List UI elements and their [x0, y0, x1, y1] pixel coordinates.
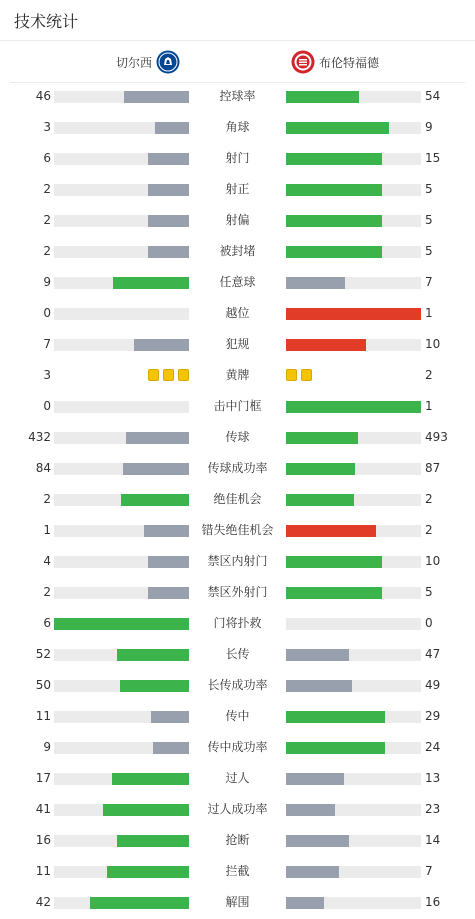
away-stat-value: 14 — [425, 833, 441, 847]
away-stat-bar-fill — [286, 153, 382, 165]
stat-row — [0, 639, 475, 670]
home-stat-bar — [54, 308, 189, 320]
away-stat-bar — [286, 835, 421, 847]
away-stat-bar — [286, 742, 421, 754]
away-stat-bar-fill — [286, 277, 345, 289]
stat-label: 抢断 — [225, 833, 250, 847]
home-stat-bar — [54, 184, 189, 196]
home-stat-bar — [54, 618, 189, 630]
stat-label: 错失绝佳机会 — [201, 523, 274, 537]
home-stat-bar-fill — [144, 525, 189, 537]
away-stat-bar-fill — [286, 308, 421, 320]
away-team[interactable] — [291, 49, 379, 75]
home-stat-bar-fill — [148, 556, 189, 568]
home-stat-value: 6 — [43, 616, 51, 630]
away-stat-bar-fill — [286, 184, 382, 196]
stat-row — [0, 174, 475, 205]
stat-row — [0, 236, 475, 267]
home-stat-bar-fill — [151, 711, 189, 723]
away-stat-bar — [286, 153, 421, 165]
home-yellow-cards — [144, 369, 189, 382]
stat-row — [0, 825, 475, 856]
home-stat-bar — [54, 649, 189, 661]
stat-row — [0, 360, 475, 391]
away-stat-bar-fill — [286, 897, 324, 909]
away-stat-bar — [286, 215, 421, 227]
yellow-card-icon — [301, 369, 312, 381]
stat-row — [0, 484, 475, 515]
home-stat-bar-fill — [112, 773, 189, 785]
away-stat-bar — [286, 525, 421, 537]
home-stat-value: 2 — [43, 244, 51, 258]
home-stat-bar-fill — [134, 339, 189, 351]
stat-label: 黄牌 — [225, 368, 250, 382]
home-stat-bar — [54, 680, 189, 692]
away-stat-bar-fill — [286, 587, 382, 599]
stat-row — [0, 515, 475, 546]
home-stat-value: 2 — [43, 182, 51, 196]
home-stat-bar-fill — [148, 215, 189, 227]
away-stat-bar — [286, 339, 421, 351]
stat-label: 解围 — [225, 895, 250, 909]
away-stat-bar-fill — [286, 556, 382, 568]
home-stat-bar — [54, 556, 189, 568]
home-stat-bar — [54, 401, 189, 413]
away-stat-value: 1 — [425, 399, 433, 413]
home-stat-value: 2 — [43, 213, 51, 227]
stat-row — [0, 887, 475, 918]
away-stat-value: 87 — [425, 461, 441, 475]
away-stat-value: 23 — [425, 802, 441, 816]
stat-label: 传中成功率 — [207, 740, 268, 754]
stat-row — [0, 81, 475, 112]
home-stat-value: 46 — [35, 89, 51, 103]
away-stat-value: 9 — [425, 120, 433, 134]
home-stat-bar — [54, 339, 189, 351]
away-stat-value: 49 — [425, 678, 441, 692]
away-stat-value: 5 — [425, 585, 433, 599]
away-yellow-cards — [286, 369, 316, 382]
away-stat-bar — [286, 587, 421, 599]
away-team-name: 布伦特福德 — [319, 55, 380, 70]
away-stat-value: 47 — [425, 647, 441, 661]
home-stat-bar-fill — [121, 494, 189, 506]
away-stat-bar — [286, 91, 421, 103]
home-stat-value: 3 — [43, 368, 51, 382]
away-stat-bar-fill — [286, 122, 389, 134]
home-stat-bar — [54, 835, 189, 847]
stat-row — [0, 422, 475, 453]
home-stat-bar — [54, 277, 189, 289]
away-stat-bar-fill — [286, 401, 421, 413]
home-stat-bar-fill — [54, 618, 189, 630]
away-stat-value: 15 — [425, 151, 441, 165]
stat-label: 击中门框 — [213, 399, 262, 413]
stat-label: 绝佳机会 — [213, 492, 262, 506]
home-stat-bar-fill — [148, 246, 189, 258]
away-stat-bar-fill — [286, 525, 376, 537]
stat-label: 传球成功率 — [207, 461, 268, 475]
stat-row — [0, 205, 475, 236]
home-stat-bar — [54, 153, 189, 165]
stat-row — [0, 794, 475, 825]
stat-row — [0, 453, 475, 484]
stats-list — [0, 81, 475, 918]
stat-label: 越位 — [225, 306, 250, 320]
away-stat-bar-fill — [286, 742, 385, 754]
stat-row — [0, 546, 475, 577]
stat-label: 犯规 — [225, 337, 250, 351]
stat-row — [0, 329, 475, 360]
stat-label: 过人 — [225, 771, 250, 785]
away-stat-value: 493 — [425, 430, 448, 444]
away-stat-value: 5 — [425, 182, 433, 196]
stat-label: 禁区外射门 — [207, 585, 268, 599]
away-stat-bar — [286, 432, 421, 444]
away-stat-bar-fill — [286, 432, 358, 444]
home-stat-value: 41 — [35, 802, 51, 816]
home-stat-bar — [54, 494, 189, 506]
away-stat-bar — [286, 463, 421, 475]
away-stat-bar — [286, 184, 421, 196]
away-stat-value: 10 — [425, 554, 441, 568]
away-stat-bar-fill — [286, 494, 354, 506]
away-stat-bar-fill — [286, 215, 382, 227]
away-stat-bar-fill — [286, 711, 385, 723]
home-stat-bar-fill — [148, 153, 189, 165]
away-stat-value: 7 — [425, 275, 433, 289]
stat-label: 长传 — [225, 647, 250, 661]
away-stat-bar — [286, 494, 421, 506]
away-stat-value: 5 — [425, 213, 433, 227]
home-stat-value: 84 — [35, 461, 51, 475]
stat-row — [0, 732, 475, 763]
stat-row — [0, 143, 475, 174]
home-stat-value: 2 — [43, 492, 51, 506]
stat-row — [0, 267, 475, 298]
away-stat-value: 16 — [425, 895, 441, 909]
home-stat-bar-fill — [124, 91, 189, 103]
stat-label: 过人成功率 — [207, 802, 268, 816]
away-stat-bar-fill — [286, 91, 359, 103]
away-stat-bar-fill — [286, 866, 339, 878]
home-stat-bar — [54, 215, 189, 227]
away-stat-value: 13 — [425, 771, 441, 785]
home-stat-value: 17 — [35, 771, 51, 785]
away-stat-bar — [286, 122, 421, 134]
home-stat-value: 3 — [43, 120, 51, 134]
home-stat-bar — [54, 804, 189, 816]
home-stat-bar-fill — [103, 804, 189, 816]
stat-row — [0, 763, 475, 794]
away-stat-value: 0 — [425, 616, 433, 630]
home-stat-value: 432 — [28, 430, 51, 444]
away-stat-value: 29 — [425, 709, 441, 723]
away-stat-bar — [286, 401, 421, 413]
away-stat-bar-fill — [286, 246, 382, 258]
away-stat-bar — [286, 556, 421, 568]
home-stat-value: 9 — [43, 275, 51, 289]
away-stat-bar-fill — [286, 804, 335, 816]
home-stat-bar — [54, 246, 189, 258]
away-stat-bar — [286, 618, 421, 630]
home-stat-bar — [54, 742, 189, 754]
stat-row — [0, 298, 475, 329]
away-stat-value: 2 — [425, 368, 433, 382]
home-stat-bar-fill — [153, 742, 189, 754]
home-stat-bar-fill — [126, 432, 189, 444]
away-stat-value: 24 — [425, 740, 441, 754]
home-stat-bar-fill — [155, 122, 189, 134]
away-stat-bar — [286, 246, 421, 258]
yellow-card-icon — [178, 369, 189, 381]
yellow-card-icon — [163, 369, 174, 381]
home-stat-bar-fill — [148, 184, 189, 196]
stat-label: 拦截 — [225, 864, 250, 878]
home-stat-bar — [54, 773, 189, 785]
away-stat-bar — [286, 866, 421, 878]
away-stat-value: 1 — [425, 306, 433, 320]
home-stat-bar — [54, 897, 189, 909]
away-stat-bar-fill — [286, 463, 355, 475]
away-stat-bar — [286, 804, 421, 816]
away-stat-value: 54 — [425, 89, 441, 103]
stat-row — [0, 701, 475, 732]
away-stat-bar — [286, 277, 421, 289]
home-stat-bar-fill — [113, 277, 189, 289]
home-stat-value: 11 — [35, 709, 51, 723]
stat-label: 射偏 — [225, 213, 250, 227]
brentford-crest-icon — [291, 50, 315, 74]
stat-row — [0, 608, 475, 639]
home-stat-bar-fill — [107, 866, 189, 878]
away-stat-bar — [286, 308, 421, 320]
away-stat-bar — [286, 649, 421, 661]
home-stat-bar-fill — [120, 680, 189, 692]
stat-label: 控球率 — [219, 89, 256, 103]
home-stat-value: 7 — [43, 337, 51, 351]
home-stat-value: 1 — [43, 523, 51, 537]
stat-label: 传球 — [225, 430, 250, 444]
home-stat-bar — [54, 463, 189, 475]
home-stat-bar-fill — [90, 897, 189, 909]
home-stat-bar-fill — [123, 463, 189, 475]
away-stat-bar — [286, 897, 421, 909]
stat-row — [0, 856, 475, 887]
page-title: 技术统计 — [14, 12, 79, 31]
away-stat-value: 2 — [425, 492, 433, 506]
stat-label: 门将扑救 — [213, 616, 262, 630]
away-stat-bar-fill — [286, 835, 349, 847]
away-stat-bar — [286, 711, 421, 723]
home-stat-bar — [54, 91, 189, 103]
home-team-name: 切尔西 — [115, 55, 152, 70]
home-stat-value: 4 — [43, 554, 51, 568]
home-stat-bar — [54, 866, 189, 878]
home-stat-bar-fill — [117, 835, 189, 847]
home-stat-value: 0 — [43, 306, 51, 320]
away-stat-bar — [286, 773, 421, 785]
stat-label: 射门 — [225, 151, 250, 165]
away-stat-bar-fill — [286, 680, 352, 692]
home-stat-bar — [54, 711, 189, 723]
stat-label: 被封堵 — [219, 244, 256, 258]
home-stat-bar — [54, 525, 189, 537]
home-stat-value: 2 — [43, 585, 51, 599]
home-stat-bar — [54, 587, 189, 599]
stat-row — [0, 112, 475, 143]
home-stat-value: 9 — [43, 740, 51, 754]
stat-row — [0, 577, 475, 608]
team-header — [10, 41, 465, 83]
home-stat-value: 52 — [35, 647, 51, 661]
home-stat-bar — [54, 122, 189, 134]
stat-label: 角球 — [225, 120, 250, 134]
chelsea-crest-icon — [156, 50, 180, 74]
stat-row — [0, 670, 475, 701]
yellow-card-icon — [148, 369, 159, 381]
away-stat-value: 5 — [425, 244, 433, 258]
home-stat-bar-fill — [117, 649, 189, 661]
home-stat-value: 0 — [43, 399, 51, 413]
away-stat-value: 7 — [425, 864, 433, 878]
stat-label: 任意球 — [219, 275, 256, 289]
away-stat-bar-fill — [286, 773, 344, 785]
home-stat-value: 50 — [35, 678, 51, 692]
stat-label: 长传成功率 — [207, 678, 268, 692]
home-stat-value: 11 — [35, 864, 51, 878]
home-stat-value: 16 — [35, 833, 51, 847]
home-stat-value: 6 — [43, 151, 51, 165]
stat-label: 传中 — [225, 709, 250, 723]
stat-row — [0, 391, 475, 422]
home-stat-bar-fill — [148, 587, 189, 599]
away-stat-bar — [286, 680, 421, 692]
yellow-card-icon — [286, 369, 297, 381]
away-stat-value: 10 — [425, 337, 441, 351]
home-team[interactable] — [116, 49, 180, 75]
home-stat-value: 42 — [35, 895, 51, 909]
stat-label: 射正 — [225, 182, 250, 196]
away-stat-bar-fill — [286, 339, 366, 351]
page-header — [0, 0, 475, 41]
away-stat-value: 2 — [425, 523, 433, 537]
away-stat-bar-fill — [286, 649, 349, 661]
stat-label: 禁区内射门 — [207, 554, 268, 568]
home-stat-bar — [54, 432, 189, 444]
